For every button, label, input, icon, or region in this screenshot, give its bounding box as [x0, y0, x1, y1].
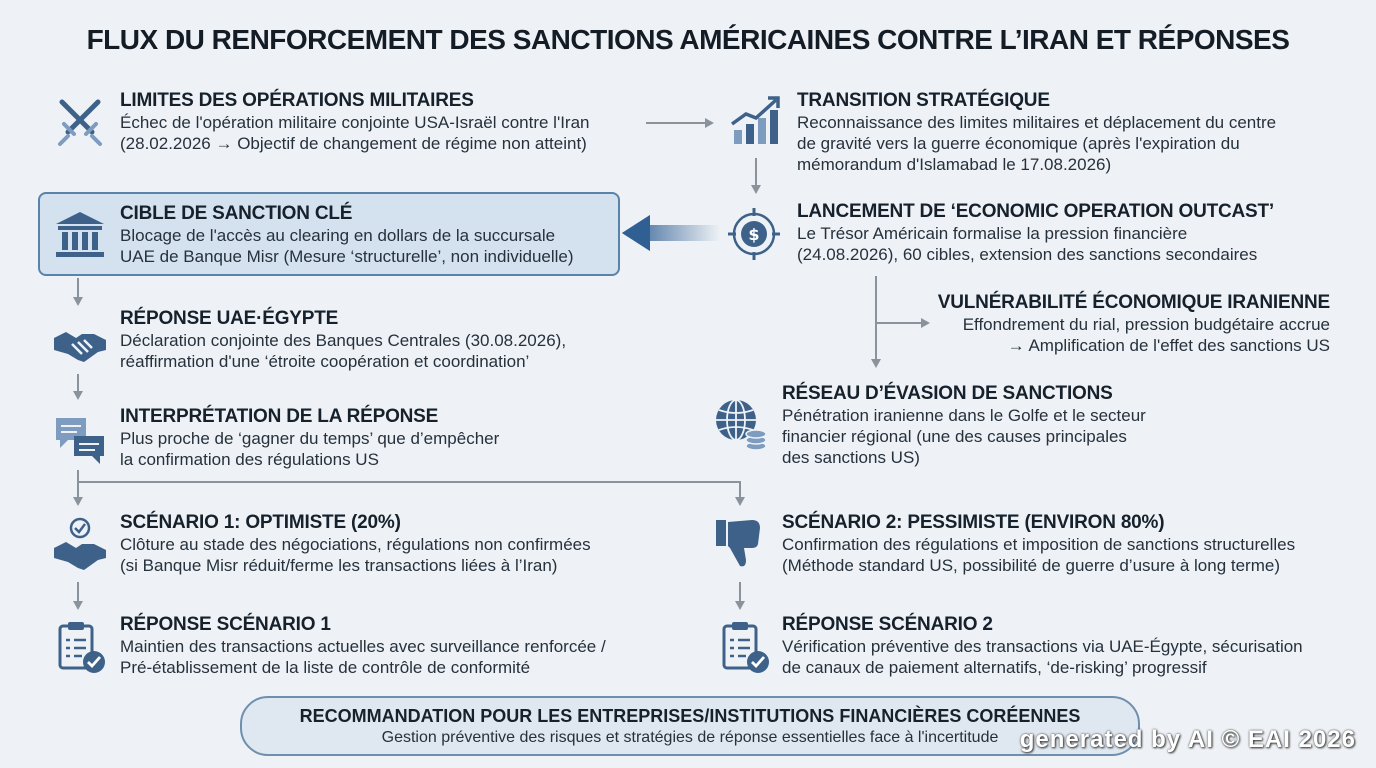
response-interpretation-text: Plus proche de ‘gagner du temps’ que d’empêcher la confirmation des régulations US: [120, 429, 500, 469]
iran-vulnerability-node: [938, 292, 1330, 356]
scenario2-response-text: Vérification préventive des transactions via UAE-Égypte, sécurisation de canaux de paiement alternatifs, ‘de-risking’ progressif: [782, 637, 1303, 677]
iran-vulnerability-text: Effondrement du rial, pression budgétaire accrue → Amplification de l'effet des sanctions US: [962, 315, 1330, 355]
outcast-launch-node: [797, 201, 1274, 265]
military-limits-node: [120, 90, 590, 154]
scenario1-response-heading: RÉPONSE SCÉNARIO 1: [120, 614, 331, 635]
bank-icon: [52, 206, 108, 262]
scenario1-response-node: [120, 614, 606, 678]
scenario1-heading: SCÉNARIO 1: OPTIMISTE (20%): [120, 512, 401, 533]
response-interpretation-heading: INTERPRÉTATION DE LA RÉPONSE: [120, 406, 439, 427]
dollar-target-icon: [726, 206, 782, 262]
key-target-heading: CIBLE DE SANCTION CLÉ: [120, 203, 353, 224]
scenario2-text: Confirmation des régulations et imposition de sanctions structurelles (Méthode standard US, possibilité de guerre d’usure à long terme): [782, 535, 1296, 575]
watermark: generated by AI © EAI 2026: [1019, 726, 1356, 753]
checklist-icon: [718, 620, 774, 676]
evasion-network-heading: RÉSEAU D’ÉVASION DE SANCTIONS: [782, 383, 1113, 404]
globe-coins-icon: [712, 396, 768, 452]
chat-bubbles-icon: [52, 412, 108, 468]
scenario2-response-node: [782, 614, 1303, 678]
recommendation-heading: RECOMMANDATION POUR LES ENTREPRISES/INSTITUTIONS FINANCIÈRES CORÉENNES: [299, 706, 1081, 726]
key-target-text: Blocage de l'accès au clearing en dollars de la succursale UAE de Banque Misr (Mesure ‘structurelle’, non individuelle): [120, 226, 574, 266]
scenario1-text: Clôture au stade des négociations, régulations non confirmées (si Banque Misr réduit/ferme les transactions liées à l’Iran): [120, 535, 591, 575]
uae-egypt-response-text: Déclaration conjointe des Banques Centrales (30.08.2026), réaffirmation d'une ‘étroite coopération et coordination’: [120, 331, 567, 371]
handshake-icon: [52, 316, 108, 372]
recommendation-box: [240, 696, 1140, 756]
outcast-launch-heading: LANCEMENT DE ‘ECONOMIC OPERATION OUTCAST’: [797, 201, 1275, 222]
military-limits-text: Échec de l'opération militaire conjointe USA-Israël contre l'Iran (28.02.2026 → Objectif de changement de régime non atteint): [120, 113, 590, 153]
thumbs-down-icon: [712, 514, 768, 570]
crossed-swords-icon: [52, 94, 108, 150]
arrow-outcast-to-target: [622, 215, 720, 251]
outcast-launch-text: Le Trésor Américain formalise la pression financière (24.08.2026), 60 cibles, extension des sanctions secondaires: [797, 224, 1258, 264]
scenario2-heading: SCÉNARIO 2: PESSIMISTE (ENVIRON 80%): [782, 512, 1165, 533]
response-interpretation-node: [120, 406, 499, 470]
uae-egypt-response-node: [120, 308, 566, 372]
scenario1-response-text: Maintien des transactions actuelles avec surveillance renforcée / Pré-établissement de la liste de contrôle de conformité: [120, 637, 606, 677]
svg-text:$: $: [748, 225, 760, 244]
scenario2-node: [782, 512, 1295, 576]
arrow-interpretation-split: [78, 470, 740, 504]
key-target-node: [120, 203, 574, 267]
scenario1-node: [120, 512, 591, 576]
evasion-network-node: [782, 383, 1146, 468]
uae-egypt-response-heading: RÉPONSE UAE·ÉGYPTE: [120, 308, 339, 329]
recommendation-text: Gestion préventive des risques et stratégies de réponse essentielles face à l'incertitude: [381, 729, 999, 746]
growth-chart-icon: [728, 94, 784, 150]
strategic-transition-text: Reconnaissance des limites militaires et déplacement du centre de gravité vers la guerre économique (après l'expiration du mémorandum d'Islamabad le 17.08.2026): [797, 113, 1277, 174]
strategic-transition-heading: TRANSITION STRATÉGIQUE: [797, 90, 1050, 111]
evasion-network-text: Pénétration iranienne dans le Golfe et le secteur financier régional (une des causes principales des sanctions US): [782, 406, 1146, 467]
strategic-transition-node: [797, 90, 1276, 175]
military-limits-heading: LIMITES DES OPÉRATIONS MILITAIRES: [120, 90, 474, 111]
page-title: FLUX DU RENFORCEMENT DES SANCTIONS AMÉRICAINES CONTRE L’IRAN ET RÉPONSES: [86, 24, 1290, 55]
iran-vulnerability-heading: VULNÉRABILITÉ ÉCONOMIQUE IRANIENNE: [937, 292, 1330, 313]
handshake-check-icon: [52, 516, 108, 572]
checklist-icon: [54, 620, 110, 676]
scenario2-response-heading: RÉPONSE SCÉNARIO 2: [782, 614, 993, 635]
